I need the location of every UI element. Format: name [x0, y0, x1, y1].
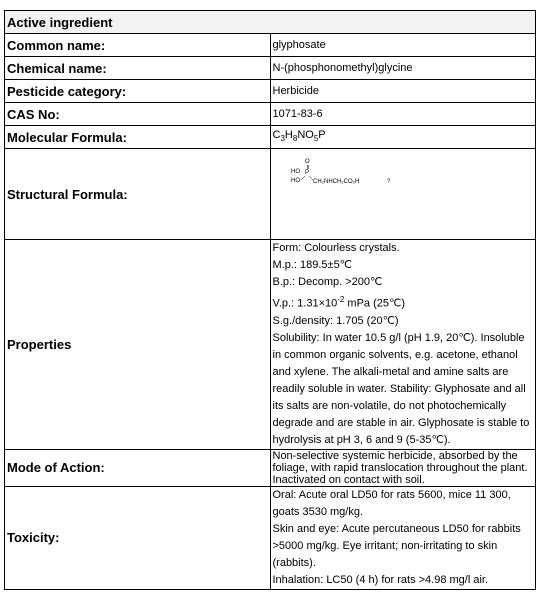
properties-form: Form: Colourless crystals.: [272, 242, 400, 254]
properties-sg: S.g./density: 1.705 (20℃): [272, 314, 399, 327]
struct-p: P: [304, 170, 309, 176]
properties-vp: [273, 291, 534, 313]
common-name-label: Common name:: [5, 34, 271, 57]
table-row: [5, 486, 536, 589]
properties-bp: B.p.: Decomp. >200℃: [272, 276, 383, 288]
toxicity-skin: Skin and eye: Acute percutaneous LD50 for rabbits >5000 mg/kg. Eye irritant; non-irritating to skin (rabbits).: [272, 522, 521, 569]
pesticide-category-label: Pesticide category:: [5, 80, 271, 103]
mode-of-action-label: Mode of Action:: [5, 449, 271, 486]
vp-prefix: V.p.: 1.31×10: [272, 297, 338, 310]
table-row: [5, 103, 536, 126]
molecular-formula-value: [270, 126, 536, 149]
formula-subscript: 3: [280, 134, 285, 144]
struct-ho-bottom: HO: [290, 178, 300, 184]
formula-subscript: 8: [292, 134, 298, 144]
table-row: [5, 449, 536, 486]
formula-subscript: 5: [313, 134, 319, 144]
toxicity-inhalation: Inhalation: LC50 (4 h) for rats >4.98 mg/l air.: [272, 573, 489, 586]
cas-no-value: 1071-83-6: [270, 103, 536, 126]
table-row: [5, 80, 536, 103]
table-row: [5, 34, 536, 57]
toxicity-label: Toxicity:: [5, 486, 271, 589]
chemical-name-label: Chemical name:: [5, 57, 271, 80]
structural-formula-svg: [291, 155, 461, 195]
formula-part: C: [272, 128, 281, 141]
struct-question-mark: ?: [386, 179, 390, 185]
table-row: [5, 57, 536, 80]
molecular-formula-label: Molecular Formula:: [5, 126, 271, 149]
active-ingredient-table: [4, 10, 536, 590]
table-row: [5, 240, 536, 450]
properties-solubility: Solubility: In water 10.5 g/l (pH 1.9, 20℃). Insoluble in common organic solvents, e.g. acetone, ethanol and xylene. The alkali-metal and amine salts are readily soluble in water. Stability: Glyphosate and all its salts are non-volatile, do not photochemically degrade and are stable in air. Glyphosate is stable to hydrolysis at pH 3, 6 and 9 (5-35℃).: [272, 331, 530, 446]
struct-o-top: O: [304, 159, 310, 165]
properties-label: Properties: [5, 240, 271, 450]
chemical-name-value: N-(phosphonomethyl)glycine: [270, 57, 536, 80]
mode-of-action-value: Non-selective systemic herbicide, absorbed by the foliage, with rapid translocation throughout the plant. Inactivated on contact with soil.: [270, 449, 536, 486]
formula-part: NO: [297, 128, 314, 141]
properties-value: [270, 240, 536, 450]
pesticide-category-value: Herbicide: [270, 80, 536, 103]
table-row: [5, 149, 536, 240]
struct-chain: CH₂NHCH₂CO₂H: [312, 179, 359, 185]
table-header-row: [5, 11, 536, 34]
vp-exponent: -2: [337, 295, 345, 304]
structural-formula-value: [270, 149, 536, 240]
formula-part: H: [284, 128, 293, 141]
table-row: [5, 126, 536, 149]
structural-formula-drawing: [273, 149, 534, 239]
formula-part: P: [318, 128, 326, 141]
common-name-value: glyphosate: [270, 34, 536, 57]
vp-suffix: mPa (25℃): [344, 297, 406, 310]
toxicity-value: [270, 486, 536, 589]
properties-mp: M.p.: 189.5±5℃: [272, 259, 353, 271]
cas-no-label: CAS No:: [5, 103, 271, 126]
structural-formula-label: Structural Formula:: [5, 149, 271, 240]
toxicity-oral: Oral: Acute oral LD50 for rats 5600, mice 11 300, goats 3530 mg/kg.: [272, 488, 511, 518]
struct-ho-top: HO: [290, 169, 300, 175]
table-title: Active ingredient: [5, 11, 536, 34]
